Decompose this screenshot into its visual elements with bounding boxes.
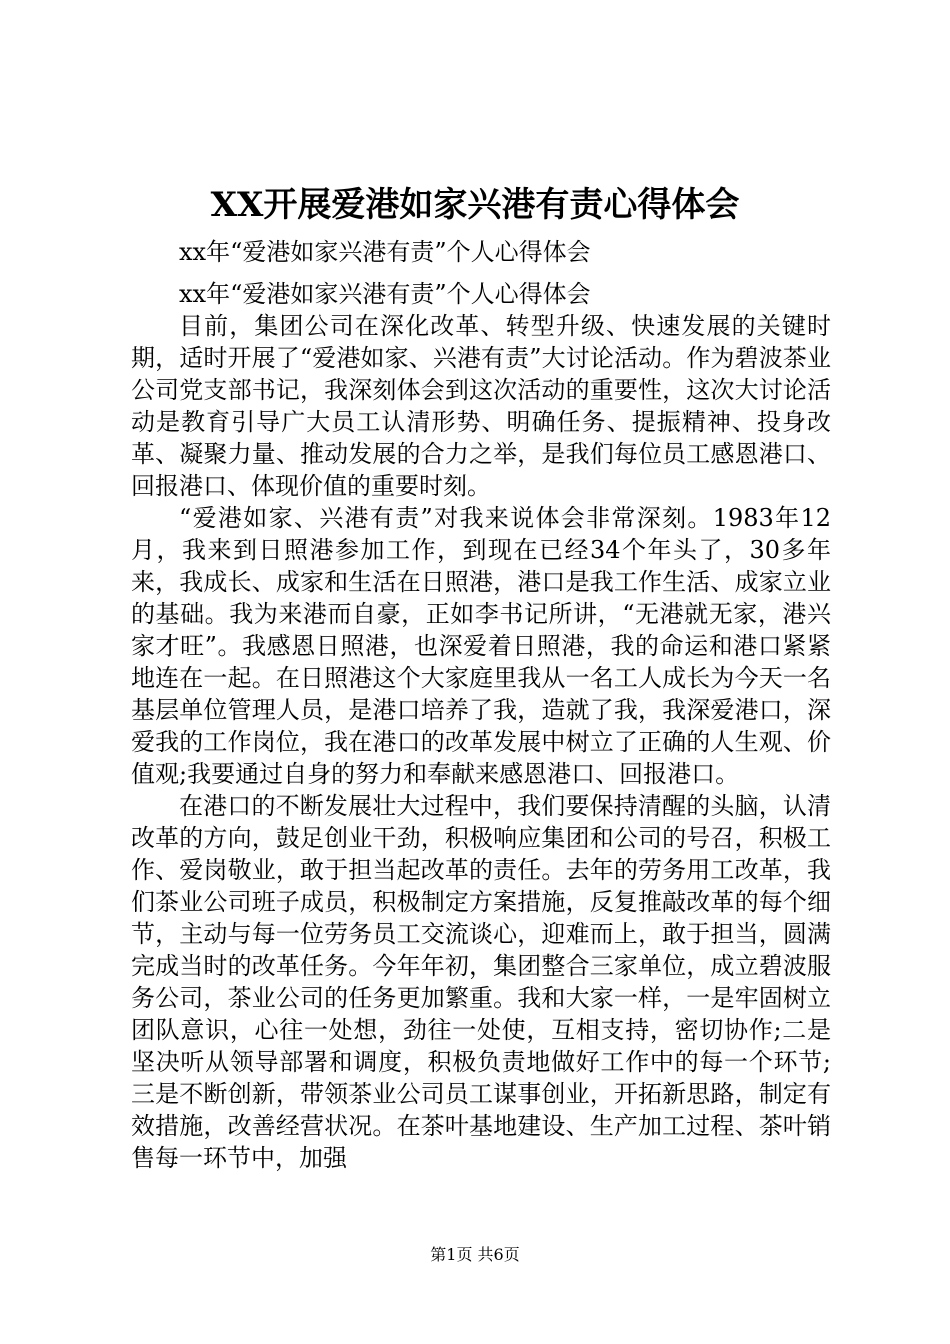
document-title: XX开展爱港如家兴港有责心得体会 bbox=[210, 185, 740, 225]
paragraph-1: 目前，集团公司在深化改革、转型升级、快速发展的关键时期，适时开展了“爱港如家、兴港有责”大讨论活动。作为碧波茶业公司党支部书记，我深刻体会到这次活动的重要性，这次大讨论活动是教育引导广大员工认清形势、明确任务、提振精神、投身改革、凝聚力量、推动发展的合力之举，是我们每位员工感恩港口、回报港口、体现价值的重要时刻。 bbox=[131, 312, 831, 500]
paragraph-2: “爱港如家、兴港有责”对我来说体会非常深刻。1983年12月，我来到日照港参加工作，到现在已经34个年头了，30多年来，我成长、成家和生活在日照港，港口是我工作生活、成家立业的基础。我为来港而自豪，正如李书记所讲，“无港就无家，港兴家才旺”。我感恩日照港，也深爱着日照港，我的命运和港口紧紧地连在一起。在日照港这个大家庭里我从一名工人成长为今天一名基层单位管理人员，是港口培养了我，造就了我，我深爱港口，深爱我的工作岗位，我在港口的改革发展中树立了正确的人生观、价值观;我要通过自身的努力和奉献来感恩港口、回报港口。 bbox=[131, 504, 831, 788]
paragraph-3: 在港口的不断发展壮大过程中，我们要保持清醒的头脑，认清改革的方向，鼓足创业干劲，积极响应集团和公司的号召，积极工作、爱岗敬业，敢于担当起改革的责任。去年的劳务用工改革，我们茶业公司班子成员，积极制定方案措施，反复推敲改革的每个细节，主动与每一位劳务员工交流谈心，迎难而上，敢于担当，圆满完成当时的改革任务。今年年初，集团整合三家单位，成立碧波服务公司，茶业公司的任务更加繁重。我和大家一样，一是牢固树立团队意识，心往一处想，劲往一处使，互相支持，密切协作;二是坚决听从领导部署和调度，积极负责地做好工作中的每一个环节;三是不断创新，带领茶业公司员工谋事创业，开拓新思路，制定有效措施，改善经营状况。在茶叶基地建设、生产加工过程、茶叶销售每一环节中，加强 bbox=[131, 792, 831, 1172]
document-body bbox=[131, 236, 831, 1174]
subheading-2: xx年“爱港如家兴港有责”个人心得体会 bbox=[179, 280, 591, 308]
page-number-footer: 第1页 共6页 bbox=[430, 1245, 520, 1264]
subheading-1: xx年“爱港如家兴港有责”个人心得体会 bbox=[179, 238, 591, 266]
